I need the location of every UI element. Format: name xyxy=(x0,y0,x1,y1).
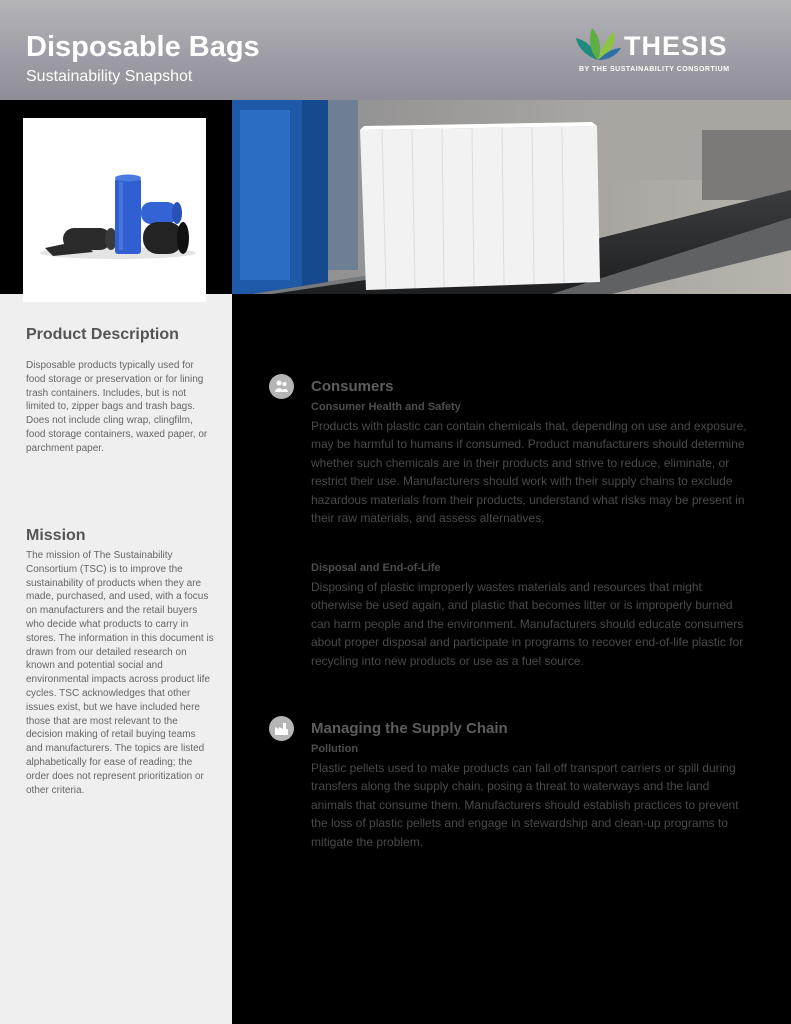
product-description-text: Disposable products typically used for food storage or preservation or for lining trash containers. Includes, but is not limited to, zipper bags and trash bags. Does not include cling wrap, clingfilm, food storage containers, waxed paper, or parchment paper. xyxy=(26,360,208,454)
thesis-logo xyxy=(574,26,744,78)
consumer-health-text: Products with plastic can contain chemicals that, depending on use and exposure, may be harmful to humans if consumed. Product manufacturers should determine whether such chemicals are in their products and strive to reduce, eliminate, or restrict their use. Manufacturers should work with their supply chains to exclude hazardous materials from their products, understand what risks may be present in their raw materials, and assess alternatives. xyxy=(311,419,747,526)
product-description-heading: Product Description xyxy=(26,326,179,343)
consumers-section-icon xyxy=(269,374,294,399)
pollution-text: Plastic pellets used to make products can fall off transport carriers or spill during transfers along the supply chain, posing a threat to waterways and the land animals that consume them. Manufacturers should establish practices to prevent the loss of plastic pellets and engage in stewardship and clean-up programs to mitigate the problem. xyxy=(311,761,739,849)
sidebar xyxy=(0,100,232,1024)
logo-tagline: BY THE SUSTAINABILITY CONSORTIUM xyxy=(579,66,730,73)
leaf-logo-icon xyxy=(574,26,622,62)
disposal-heading: Disposal and End-of-Life xyxy=(311,562,441,574)
disposal-text: Disposing of plastic improperly wastes materials and resources that might otherwise be used again, and plastic that becomes litter or is improperly burned can harm people and the environment. Manufacturers should educate consumers about proper disposal and participate in programs to recover end-of-life plastic for recycling into new products or use as a fuel source. xyxy=(311,580,744,668)
page-title: Disposable Bags xyxy=(26,31,260,63)
consumers-heading: Consumers xyxy=(311,378,394,395)
logo-wordmark: THESIS xyxy=(624,31,728,61)
people-icon xyxy=(274,379,289,394)
factory-icon xyxy=(274,721,289,736)
page-subtitle: Sustainability Snapshot xyxy=(26,68,193,85)
mission-heading: Mission xyxy=(26,527,86,544)
trash-bag-rolls-image xyxy=(23,118,206,302)
header-banner xyxy=(0,0,791,100)
mission-text: The mission of The Sustainability Consortium (TSC) is to improve the sustainability of products when they are made, purchased, and used, with a focus on manufacturers and the retail buyers who decide what products to carry in stores. The information in this document is drawn from our detailed research on known and potential social and environmental impacts across product life cycles. TSC acknowledges that other issues exist, but we have included here those that are most relevant to the decision making of retail buying teams and manufacturers. The topics are listed alphabetically for ease of reading; the order does not represent prioritization or other criteria. xyxy=(26,550,214,796)
consumer-health-heading: Consumer Health and Safety xyxy=(311,401,461,413)
supply-chain-section-icon xyxy=(269,716,294,741)
product-photo xyxy=(23,118,206,302)
pollution-heading: Pollution xyxy=(311,743,359,755)
supply-chain-heading: Managing the Supply Chain xyxy=(311,720,508,737)
conveyor-belt-image xyxy=(232,100,791,294)
hero-photo xyxy=(232,100,791,294)
